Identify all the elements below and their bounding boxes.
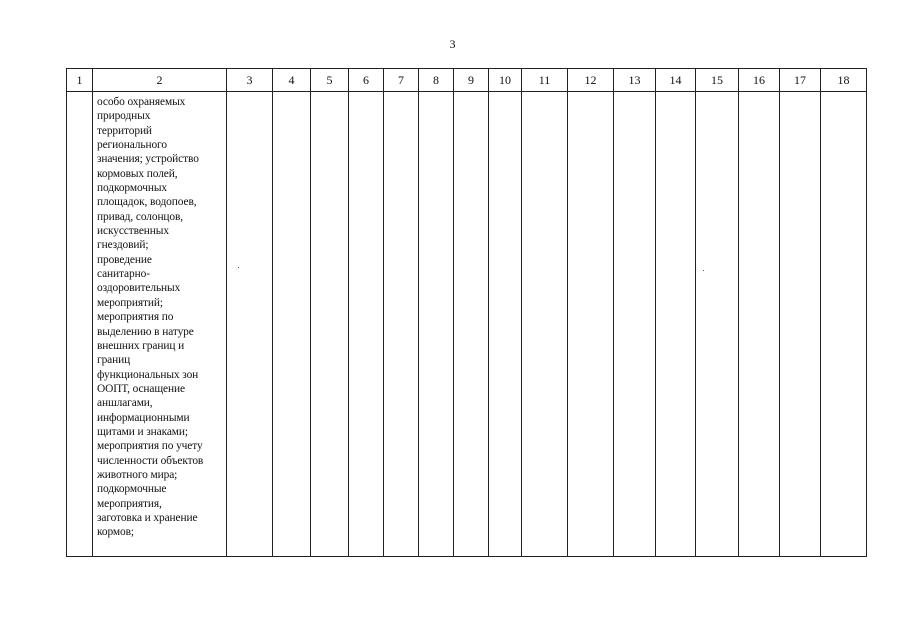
table-cell-col-3: [227, 92, 273, 557]
column-number-3: 3: [227, 69, 273, 92]
description-line: территорий: [97, 124, 152, 137]
description-line: границ: [97, 354, 131, 367]
description-line: площадок, водопоев,: [97, 196, 197, 209]
description-line: значения; устройство: [97, 153, 199, 166]
description-line: аншлагами,: [97, 397, 153, 410]
table-cell-col-7: [384, 92, 419, 557]
scan-speck: [238, 267, 239, 268]
description-line: искусственных: [97, 225, 169, 238]
table-cell-col-9: [454, 92, 489, 557]
table-cell-col-6: [349, 92, 384, 557]
column-number-4: 4: [273, 69, 311, 92]
column-number-1: 1: [67, 69, 93, 92]
description-line: регионального: [97, 139, 167, 152]
column-number-12: 12: [568, 69, 614, 92]
table-cell-col-5: [311, 92, 349, 557]
description-line: санитарно-: [97, 268, 150, 281]
table-cell-col-10: [489, 92, 522, 557]
column-number-11: 11: [522, 69, 568, 92]
description-line: функциональных зон: [97, 368, 199, 381]
description-line: мероприятий;: [97, 296, 163, 309]
description-line: мероприятия по учету: [97, 440, 203, 453]
table-cell-col-13: [614, 92, 656, 557]
description-line: мероприятия,: [97, 497, 162, 510]
table-cell-col-16: [739, 92, 780, 557]
column-number-row: [67, 69, 867, 92]
description-line: внешних границ и: [97, 339, 185, 352]
table-cell-col-4: [273, 92, 311, 557]
description-line: подкормочные: [97, 483, 167, 496]
table-cell-col-11: [522, 92, 568, 557]
table-cell-col-14: [656, 92, 696, 557]
description-line: проведение: [97, 253, 152, 266]
column-number-9: 9: [454, 69, 489, 92]
description-line: особо охраняемых: [97, 96, 186, 108]
column-number-16: 16: [739, 69, 780, 92]
data-table: [66, 68, 867, 557]
description-line: оздоровительных: [97, 282, 181, 295]
column-number-15: 15: [696, 69, 739, 92]
column-number-2: 2: [93, 69, 227, 92]
table-cell-col-12: [568, 92, 614, 557]
column-number-17: 17: [780, 69, 821, 92]
table-cell-col-15: [696, 92, 739, 557]
description-line: численности объектов: [97, 454, 204, 467]
column-number-14: 14: [656, 69, 696, 92]
description-line: заготовка и хранение: [97, 511, 198, 524]
table-cell-col-17: [780, 92, 821, 557]
description-line: щитами и знаками;: [97, 425, 188, 438]
activity-description: [93, 92, 226, 540]
column-number-8: 8: [419, 69, 454, 92]
description-line: гнездовий;: [97, 239, 149, 252]
table-cell-col-18: [821, 92, 867, 557]
column-number-5: 5: [311, 69, 349, 92]
table-cell-col-2: [93, 92, 227, 557]
column-number-13: 13: [614, 69, 656, 92]
column-number-18: 18: [821, 69, 867, 92]
description-line: кормовых полей,: [97, 167, 178, 180]
description-line: мероприятия по: [97, 311, 174, 324]
table-cell-col-8: [419, 92, 454, 557]
description-line: информационными: [97, 411, 190, 424]
description-line: кормов;: [97, 526, 134, 539]
description-line: ООПТ, оснащение: [97, 382, 185, 395]
description-line: подкормочных: [97, 182, 168, 195]
column-number-7: 7: [384, 69, 419, 92]
table-cell-col-1: [67, 92, 93, 557]
table-row: [67, 92, 867, 557]
description-line: привад, солонцов,: [97, 210, 184, 223]
description-line: природных: [97, 110, 151, 123]
column-number-10: 10: [489, 69, 522, 92]
description-line: выделению в натуре: [97, 325, 194, 338]
page-number: 3: [449, 37, 456, 51]
description-line: животного мира;: [97, 468, 178, 481]
scan-speck: [703, 270, 704, 271]
column-number-6: 6: [349, 69, 384, 92]
